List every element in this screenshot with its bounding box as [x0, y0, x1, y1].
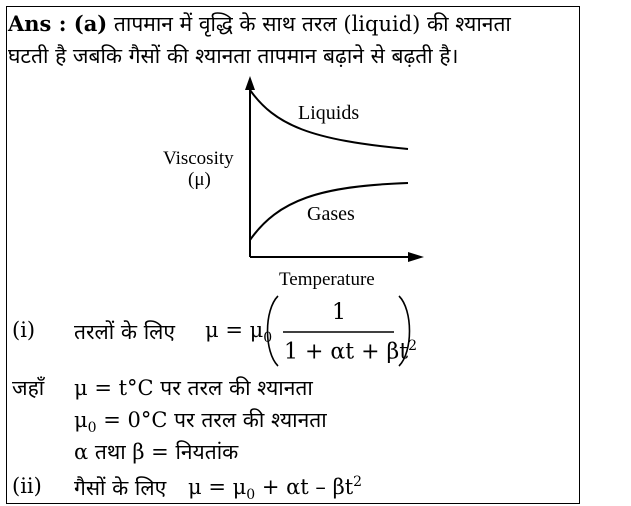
- formula-2-eq-sup: 2: [353, 474, 363, 490]
- fraction-denominator: [284, 338, 417, 364]
- y-axis-arrow: [245, 76, 255, 90]
- formula-1-lhs: [205, 318, 272, 346]
- curve-label-gases: Gases: [307, 203, 355, 225]
- y-axis-label-1: Viscosity: [163, 148, 234, 169]
- x-axis-arrow: [408, 252, 424, 262]
- y-axis-label-2: (μ): [188, 169, 211, 190]
- formula-1-number: (i): [12, 318, 36, 342]
- where-row-1: μ = t°C पर तरल की श्यानता: [74, 376, 313, 400]
- fraction-numerator: 1: [332, 300, 346, 325]
- answer-line-2: घटती है जबकि गैसों की श्यानता तापमान बढ़ाने से बढ़ती है।: [8, 44, 459, 68]
- fraction-denominator-sup: 2: [408, 338, 418, 354]
- formula-2-eq-b: + αt – βt: [255, 475, 354, 499]
- where-row-2-mu: μ: [74, 408, 88, 432]
- where-row-2: [74, 406, 327, 436]
- formula-2-eq-sub: 0: [246, 487, 256, 504]
- formula-1-lhs-sub: 0: [263, 330, 273, 347]
- curve-label-liquids: Liquids: [298, 102, 360, 124]
- where-label: जहाँ: [12, 376, 45, 400]
- fraction-denominator-main: 1 + αt + βt: [284, 339, 409, 365]
- where-row-3: α तथा β = नियतांक: [74, 440, 239, 464]
- formula-1-text: तरलों के लिए: [74, 320, 176, 344]
- formula-2-eq-a: μ = μ: [188, 475, 247, 499]
- answer-text-1: तापमान में वृद्धि के साथ तरल (liquid) की श्यानता: [107, 12, 511, 36]
- formula-2-text: गैसों के लिए: [74, 476, 167, 500]
- where-row-2-rest: = 0°C पर तरल की श्यानता: [96, 408, 327, 432]
- formula-1-lhs-main: μ = μ: [205, 318, 264, 342]
- where-row-2-sub: 0: [87, 420, 97, 437]
- answer-prefix: Ans : (a): [8, 11, 108, 36]
- formula-2-equation: [188, 474, 362, 503]
- x-axis-label: Temperature: [279, 269, 375, 290]
- formula-2-number: (ii): [12, 474, 42, 498]
